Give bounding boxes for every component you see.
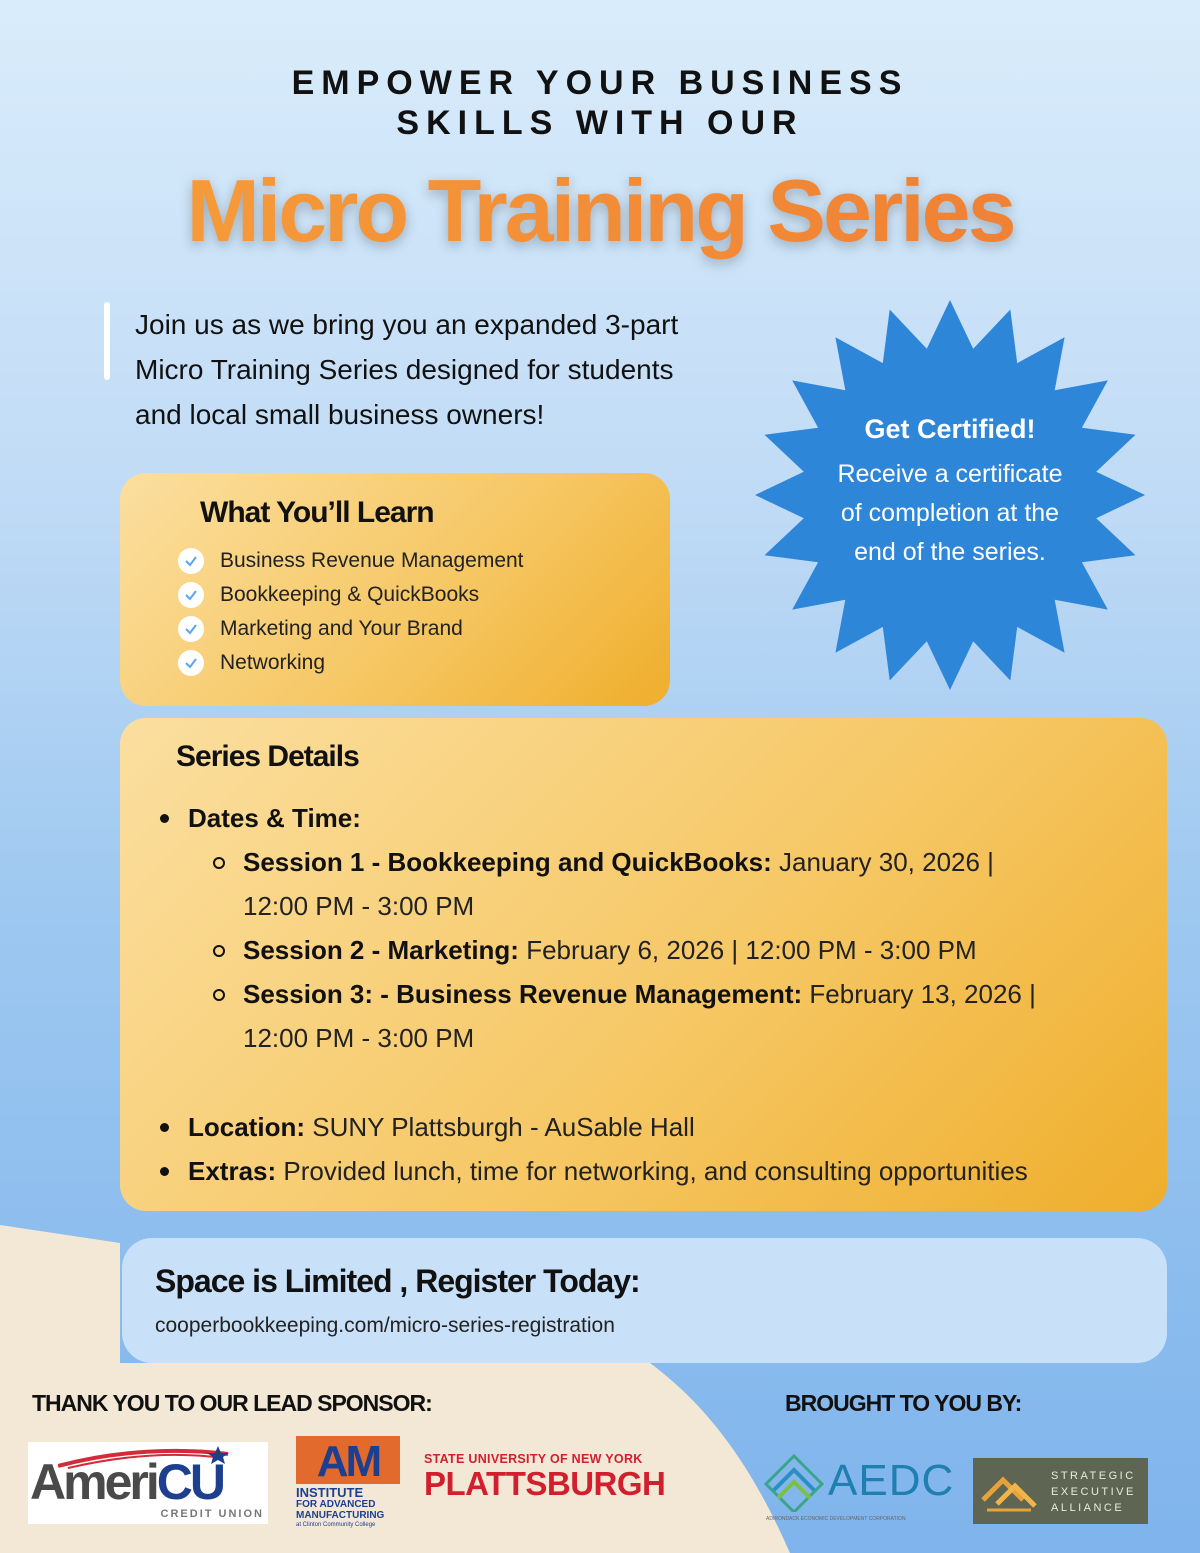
session-3-time: 12:00 PM - 3:00 PM xyxy=(243,1023,475,1053)
session-3-label: Session 3: - Business Revenue Management: xyxy=(243,979,803,1009)
session-2 xyxy=(243,928,977,972)
sea-line-3: ALLIANCE xyxy=(1051,1502,1125,1514)
check-icon xyxy=(178,548,204,574)
sea-line-1: STRATEGIC xyxy=(1051,1470,1136,1482)
iam-logo xyxy=(296,1436,400,1528)
intro-accent-bar xyxy=(104,302,110,380)
check-icon xyxy=(178,616,204,642)
learn-item xyxy=(178,612,524,646)
aedc-wordmark: AEDC xyxy=(828,1456,955,1505)
badge-body xyxy=(795,455,1105,572)
aedc-mark-icon xyxy=(764,1454,824,1512)
americu-wordmark: Ameri xyxy=(30,1454,157,1510)
americu-cu: CU xyxy=(156,1454,223,1510)
register-link[interactable]: cooperbookkeeping.com/micro-series-registration xyxy=(155,1314,615,1337)
session-2-label: Session 2 - Marketing: xyxy=(243,935,519,965)
intro-line-3: and local small business owners! xyxy=(135,399,545,430)
session-1 xyxy=(243,840,994,884)
aedc-subtitle: ADIRONDACK ECONOMIC DEVELOPMENT CORPORATION xyxy=(766,1516,906,1522)
learn-item-label: Networking xyxy=(220,651,326,674)
dates-label-text: Dates & Time: xyxy=(188,803,361,833)
badge-line-1: Receive a certificate xyxy=(837,460,1063,488)
iam-line-1: INSTITUTE xyxy=(296,1485,364,1500)
learn-list xyxy=(178,544,524,680)
aedc-logo xyxy=(764,1452,954,1524)
kicker-line-1: EMPOWER YOUR BUSINESS xyxy=(291,64,909,102)
sub-bullet-icon xyxy=(213,945,225,957)
iam-line-4: at Clinton Community College xyxy=(296,1522,376,1528)
learn-item xyxy=(178,544,524,578)
session-2-date: February 6, 2026 | 12:00 PM - 3:00 PM xyxy=(518,935,977,965)
badge-line-2: of completion at the xyxy=(840,499,1060,527)
session-1-time: 12:00 PM - 3:00 PM xyxy=(243,891,475,921)
location-label: Location: xyxy=(188,1112,305,1142)
suny-line-1: STATE UNIVERSITY OF NEW YORK xyxy=(424,1452,643,1466)
learn-item-label: Bookkeeping & QuickBooks xyxy=(220,583,480,606)
session-1-label: Session 1 - Bookkeeping and QuickBooks: xyxy=(243,847,772,877)
extras xyxy=(188,1149,1028,1193)
sub-bullet-icon xyxy=(213,989,225,1001)
iam-line-2: FOR ADVANCED xyxy=(296,1499,376,1510)
page-title: Micro Training Series xyxy=(0,160,1200,262)
learn-item xyxy=(178,646,524,680)
location xyxy=(188,1105,695,1149)
lead-sponsor-heading: THANK YOU TO OUR LEAD SPONSOR: xyxy=(32,1390,432,1416)
suny-line-2: PLATTSBURGH xyxy=(424,1465,666,1502)
location-value: SUNY Plattsburgh - AuSable Hall xyxy=(305,1112,695,1142)
bullet-icon xyxy=(160,1123,169,1132)
register-heading: Space is Limited , Register Today: xyxy=(155,1263,640,1299)
learn-heading: What You’ll Learn xyxy=(200,496,434,529)
check-icon xyxy=(178,650,204,676)
sea-line-2: EXECUTIVE xyxy=(1051,1486,1136,1498)
sea-mark-icon xyxy=(981,1470,1039,1512)
brought-by-heading: BROUGHT TO YOU BY: xyxy=(785,1390,1022,1416)
session-3-date: February 13, 2026 | xyxy=(802,979,1036,1009)
register-card xyxy=(122,1238,1167,1363)
check-icon xyxy=(178,582,204,608)
americu-subtitle: CREDIT UNION xyxy=(160,1508,264,1520)
bullet-icon xyxy=(160,1167,169,1176)
extras-label: Extras: xyxy=(188,1156,277,1186)
americu-logo xyxy=(28,1442,268,1524)
sub-bullet-icon xyxy=(213,857,225,869)
suny-plattsburgh-logo xyxy=(424,1452,665,1502)
badge-heading: Get Certified! xyxy=(864,414,1036,444)
badge-line-3: end of the series. xyxy=(854,538,1046,566)
dates-label xyxy=(188,796,361,840)
learn-item-label: Business Revenue Management xyxy=(220,549,524,572)
iam-line-3: MANUFACTURING xyxy=(296,1510,385,1521)
session-3 xyxy=(243,972,1036,1016)
intro-line-1: Join us as we bring you an expanded 3-part xyxy=(135,309,679,340)
intro-line-2: Micro Training Series designed for students xyxy=(135,354,674,385)
session-1-date: January 30, 2026 | xyxy=(771,847,994,877)
intro-text xyxy=(135,302,815,437)
learn-item xyxy=(178,578,524,612)
details-heading: Series Details xyxy=(176,740,359,773)
iam-mark: AM xyxy=(296,1436,400,1484)
bullet-icon xyxy=(160,814,169,823)
strategic-executive-alliance-logo xyxy=(973,1458,1148,1524)
kicker-line-2: SKILLS WITH OUR xyxy=(396,104,804,142)
learn-item-label: Marketing and Your Brand xyxy=(220,617,463,640)
extras-value: Provided lunch, time for networking, and consulting opportunities xyxy=(276,1156,1028,1186)
